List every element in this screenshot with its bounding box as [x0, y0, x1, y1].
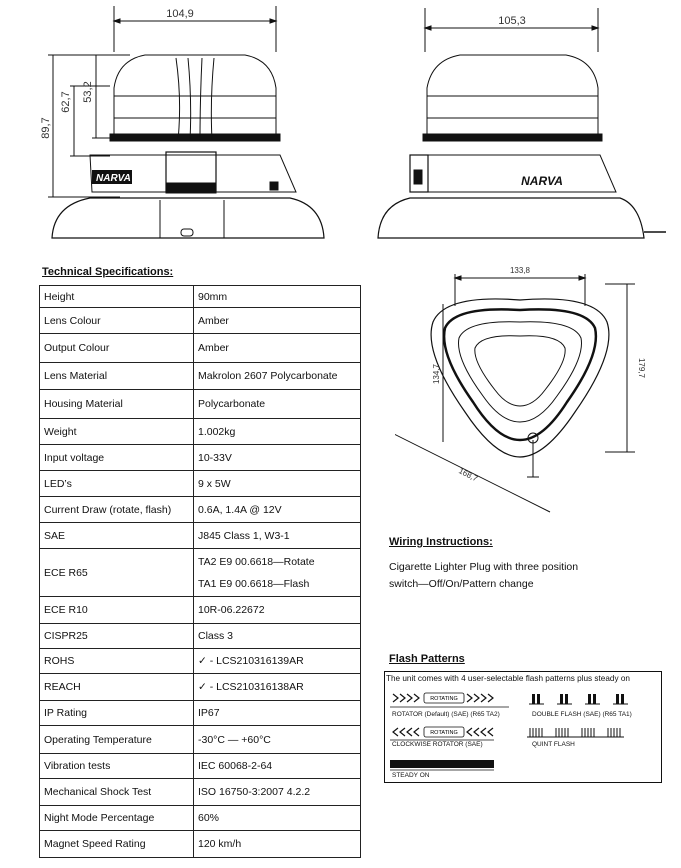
spec-row: [40, 523, 361, 549]
spec-value: 120 km/h: [194, 831, 361, 858]
clockwise-tag: ROTATING: [430, 730, 458, 736]
spec-value: ISO 16750-3:2007 4.2.2: [194, 779, 361, 806]
spec-value: Amber: [194, 308, 361, 334]
dim-top-diagonal: 168,7: [457, 466, 480, 484]
spec-row: [40, 334, 361, 363]
spec-label: Operating Temperature: [40, 726, 194, 754]
dim-height-dome: 53,2: [82, 81, 94, 103]
spec-label: Magnet Speed Rating: [40, 831, 194, 858]
spec-label: Lens Material: [40, 363, 194, 390]
spec-row: [40, 471, 361, 497]
wiring-line-2: switch—Off/On/Pattern change: [389, 578, 534, 590]
spec-value: ✓ - LCS210316138AR: [194, 674, 361, 701]
dim-height-mid: 62,7: [60, 91, 72, 113]
spec-value: 10-33V: [194, 445, 361, 471]
spec-label: Housing Material: [40, 390, 194, 419]
double-flash-icon: [529, 694, 628, 704]
spec-title: Technical Specifications:: [42, 266, 174, 278]
spec-label: REACH: [40, 674, 194, 701]
spec-value: J845 Class 1, W3-1: [194, 523, 361, 549]
wiring-title: Wiring Instructions:: [389, 536, 493, 548]
rotator-label: ROTATOR (Default) (SAE) (R65 TA2): [392, 711, 500, 718]
spec-value: 1.002kg: [194, 419, 361, 445]
spec-row: [40, 806, 361, 831]
spec-value: Makrolon 2607 Polycarbonate: [194, 363, 361, 390]
flash-title: Flash Patterns: [389, 653, 465, 665]
spec-value: 60%: [194, 806, 361, 831]
spec-value: IEC 60068-2-64: [194, 754, 361, 779]
spec-label: ROHS: [40, 649, 194, 674]
spec-row: [40, 497, 361, 523]
dim-top-height-outer: 179,7: [637, 357, 646, 379]
spec-value: 0.6A, 1.4A @ 12V: [194, 497, 361, 523]
wiring-text: [389, 559, 649, 593]
spec-label: Vibration tests: [40, 754, 194, 779]
spec-label: Output Colour: [40, 334, 194, 363]
steady-on-bar: [390, 760, 494, 768]
top-view-drawing: [395, 262, 665, 522]
wiring-line-1: Cigarette Lighter Plug with three position: [389, 561, 579, 573]
spec-row: [40, 701, 361, 726]
spec-value: [194, 549, 361, 597]
dim-side-width: 105,3: [498, 15, 526, 27]
spec-row: [40, 831, 361, 858]
spec-row: [40, 754, 361, 779]
spec-label: Weight: [40, 419, 194, 445]
spec-value: 90mm: [194, 286, 361, 308]
spec-label: Lens Colour: [40, 308, 194, 334]
spec-row: [40, 597, 361, 624]
spec-label: CISPR25: [40, 624, 194, 649]
quint-flash-icon: [527, 728, 624, 737]
front-view-drawing: [30, 0, 340, 250]
spec-row: [40, 549, 361, 597]
spec-value: ✓ - LCS210316139AR: [194, 649, 361, 674]
rotator-tag: ROTATING: [430, 696, 458, 702]
spec-label: Input voltage: [40, 445, 194, 471]
flash-intro: The unit comes with 4 user-selectable flash patterns plus steady on: [386, 674, 630, 683]
spec-label: ECE R65: [40, 549, 194, 597]
spec-value: -30°C — +60°C: [194, 726, 361, 754]
spec-value: Polycarbonate: [194, 390, 361, 419]
side-brand-label: NARVA: [521, 174, 563, 188]
side-view-drawing: [370, 0, 675, 250]
spec-value: Amber: [194, 334, 361, 363]
spec-value: IP67: [194, 701, 361, 726]
spec-label: Night Mode Percentage: [40, 806, 194, 831]
spec-value-line: TA1 E9 00.6618—Flash: [198, 577, 310, 590]
spec-table: [39, 285, 361, 858]
steady-on-label: STEADY ON: [392, 772, 430, 779]
spec-value-line: TA2 E9 00.6618—Rotate: [198, 555, 315, 568]
clockwise-label: CLOCKWISE ROTATOR (SAE): [392, 741, 483, 748]
spec-value: 9 x 5W: [194, 471, 361, 497]
flash-pattern-graphics: [384, 688, 662, 780]
spec-value: 10R-06.22672: [194, 597, 361, 624]
spec-row: [40, 363, 361, 390]
double-flash-label: DOUBLE FLASH (SAE) (R65 TA1): [532, 711, 632, 718]
dim-top-height-inner: 134,7: [432, 363, 441, 385]
front-brand-label: NARVA: [96, 173, 131, 184]
spec-label: Current Draw (rotate, flash): [40, 497, 194, 523]
spec-row: [40, 286, 361, 308]
spec-row: [40, 624, 361, 649]
spec-row: [40, 726, 361, 754]
spec-label: LED’s: [40, 471, 194, 497]
dim-top-width: 133,8: [509, 266, 531, 275]
spec-row: [40, 779, 361, 806]
spec-row: [40, 649, 361, 674]
spec-row: [40, 445, 361, 471]
quint-flash-label: QUINT FLASH: [532, 741, 575, 748]
spec-row: [40, 390, 361, 419]
spec-label: ECE R10: [40, 597, 194, 624]
dim-height-total: 89,7: [40, 117, 52, 139]
spec-row: [40, 419, 361, 445]
spec-label: Height: [40, 286, 194, 308]
spec-label: Mechanical Shock Test: [40, 779, 194, 806]
spec-label: IP Rating: [40, 701, 194, 726]
spec-label: SAE: [40, 523, 194, 549]
spec-row: [40, 308, 361, 334]
spec-value: Class 3: [194, 624, 361, 649]
spec-row: [40, 674, 361, 701]
dim-front-width: 104,9: [166, 8, 194, 20]
